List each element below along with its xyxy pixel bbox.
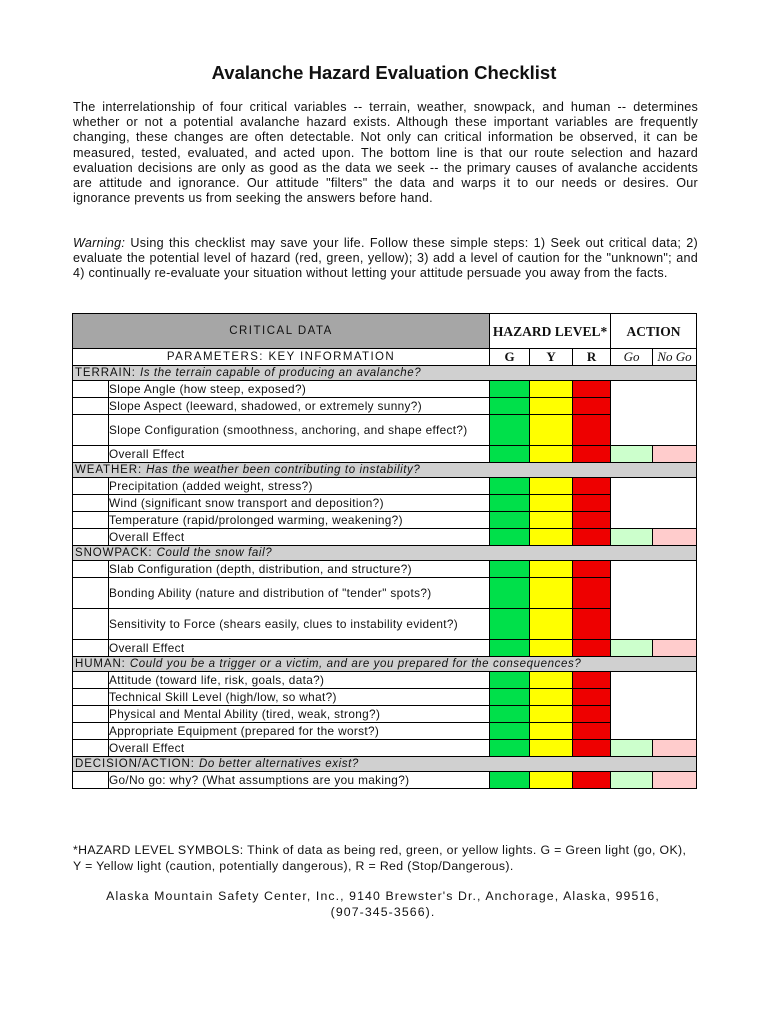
yellow-cell[interactable] [530, 398, 573, 415]
checklist-row [73, 512, 697, 529]
row-indent [73, 446, 109, 463]
checklist-row [73, 398, 697, 415]
red-cell[interactable] [573, 495, 611, 512]
hazard-level-header: HAZARD LEVEL* [490, 314, 611, 349]
red-cell[interactable] [573, 415, 611, 446]
row-indent [73, 689, 109, 706]
checklist-table [72, 313, 697, 789]
row-indent [73, 723, 109, 740]
yellow-cell[interactable] [530, 640, 573, 657]
red-cell[interactable] [573, 706, 611, 723]
level-g-header: G [490, 349, 530, 366]
parameter-label: Slope Configuration (smoothness, anchoring, and shape effect?) [109, 415, 490, 446]
section-header [73, 757, 697, 772]
section-name: SNOWPACK: [75, 547, 153, 559]
row-indent [73, 609, 109, 640]
level-r-header: R [573, 349, 611, 366]
row-indent [73, 415, 109, 446]
green-cell[interactable] [490, 640, 530, 657]
warning-paragraph [73, 236, 698, 282]
red-cell[interactable] [573, 478, 611, 495]
parameter-label: Sensitivity to Force (shears easily, clues to instability evident?) [109, 609, 490, 640]
section-row [73, 463, 697, 478]
address-line: Alaska Mountain Safety Center, Inc., 9140 Brewster's Dr., Anchorage, Alaska, 99516, [106, 889, 660, 903]
intro-paragraph: The interrelationship of four critical variables -- terrain, weather, snowpack, and human -- determines whether or not a potential avalanche hazard exists. Although these important variables are frequently changing, these changes are often detectable. Not only can critical information be observed, it can be measured, tested, evaluated, and acted upon. The bottom line is that our route selection and hazard evaluation decisions are only as good as the data we seek -- the primary causes of avalanche accidents are attitude and ignorance. Our attitude "filters" the data and warps it to our needs or desires. Our ignorance prevents us from seeking the answers before hand. [73, 100, 698, 206]
yellow-cell[interactable] [530, 723, 573, 740]
green-cell[interactable] [490, 772, 530, 789]
red-cell[interactable] [573, 740, 611, 757]
row-indent [73, 478, 109, 495]
no-go-cell[interactable] [653, 529, 697, 546]
section-row [73, 366, 697, 381]
section-header [73, 546, 697, 561]
yellow-cell[interactable] [530, 512, 573, 529]
parameter-label: Appropriate Equipment (prepared for the worst?) [109, 723, 490, 740]
row-indent [73, 772, 109, 789]
yellow-cell[interactable] [530, 478, 573, 495]
green-cell[interactable] [490, 672, 530, 689]
row-indent [73, 561, 109, 578]
section-row [73, 546, 697, 561]
checklist-row [73, 689, 697, 706]
green-cell[interactable] [490, 706, 530, 723]
green-cell[interactable] [490, 415, 530, 446]
green-cell[interactable] [490, 529, 530, 546]
green-cell[interactable] [490, 478, 530, 495]
section-question: Do better alternatives exist? [198, 758, 359, 770]
checklist-row [73, 381, 697, 398]
section-header [73, 463, 697, 478]
yellow-cell[interactable] [530, 415, 573, 446]
row-indent [73, 706, 109, 723]
parameter-label: Overall Effect [109, 740, 490, 757]
checklist-row [73, 561, 697, 578]
row-indent [73, 672, 109, 689]
red-cell[interactable] [573, 723, 611, 740]
checklist-row [73, 609, 697, 640]
green-cell[interactable] [490, 561, 530, 578]
yellow-cell[interactable] [530, 561, 573, 578]
action-header: ACTION [611, 314, 697, 349]
yellow-cell[interactable] [530, 495, 573, 512]
checklist-row [73, 578, 697, 609]
action-blank-area [611, 381, 697, 446]
no-go-cell[interactable] [653, 772, 697, 789]
red-cell[interactable] [573, 398, 611, 415]
no-go-cell[interactable] [653, 640, 697, 657]
parameter-label: Overall Effect [109, 529, 490, 546]
go-cell[interactable] [611, 640, 653, 657]
parameter-label: Physical and Mental Ability (tired, weak, strong?) [109, 706, 490, 723]
row-indent [73, 529, 109, 546]
no-go-cell[interactable] [653, 740, 697, 757]
address-block [73, 889, 693, 920]
action-blank-area [611, 478, 697, 529]
section-header [73, 366, 697, 381]
parameter-label: Slope Angle (how steep, exposed?) [109, 381, 490, 398]
checklist-row [73, 706, 697, 723]
section-row [73, 657, 697, 672]
checklist-row [73, 672, 697, 689]
green-cell[interactable] [490, 609, 530, 640]
yellow-cell[interactable] [530, 578, 573, 609]
section-question: Is the terrain capable of producing an avalanche? [139, 367, 422, 379]
red-cell[interactable] [573, 561, 611, 578]
go-cell[interactable] [611, 740, 653, 757]
page-title: Avalanche Hazard Evaluation Checklist [211, 62, 557, 83]
parameter-label: Slope Aspect (leeward, shadowed, or extremely sunny?) [109, 398, 490, 415]
section-question: Could the snow fail? [156, 547, 273, 559]
red-cell[interactable] [573, 609, 611, 640]
red-cell[interactable] [573, 672, 611, 689]
green-cell[interactable] [490, 446, 530, 463]
row-indent [73, 578, 109, 609]
phone-line: (907-345-3566). [330, 904, 436, 919]
yellow-cell[interactable] [530, 689, 573, 706]
row-indent [73, 740, 109, 757]
checklist-row [73, 446, 697, 463]
red-cell[interactable] [573, 578, 611, 609]
section-question: Could you be a trigger or a victim, and are you prepared for the consequences? [129, 658, 582, 670]
action-blank-area [611, 561, 697, 640]
section-header [73, 657, 697, 672]
go-cell[interactable] [611, 529, 653, 546]
red-cell[interactable] [573, 446, 611, 463]
yellow-cell[interactable] [530, 772, 573, 789]
parameter-label: Wind (significant snow transport and deposition?) [109, 495, 490, 512]
yellow-cell[interactable] [530, 740, 573, 757]
red-cell[interactable] [573, 640, 611, 657]
green-cell[interactable] [490, 740, 530, 757]
checklist-row [73, 772, 697, 789]
no-go-cell[interactable] [653, 446, 697, 463]
green-cell[interactable] [490, 398, 530, 415]
checklist-row [73, 723, 697, 740]
red-cell[interactable] [573, 381, 611, 398]
section-name: DECISION/ACTION: [75, 758, 195, 770]
green-cell[interactable] [490, 381, 530, 398]
row-indent [73, 398, 109, 415]
action-blank-area [611, 672, 697, 740]
parameter-label: Temperature (rapid/prolonged warming, weakening?) [109, 512, 490, 529]
parameter-label: Attitude (toward life, risk, goals, data?) [109, 672, 490, 689]
action-nogo-header: No Go [653, 349, 697, 366]
parameter-label: Slab Configuration (depth, distribution, and structure?) [109, 561, 490, 578]
row-indent [73, 495, 109, 512]
parameters-header: PARAMETERS: KEY INFORMATION [73, 349, 490, 366]
green-cell[interactable] [490, 689, 530, 706]
warning-label: Warning: [73, 236, 126, 250]
yellow-cell[interactable] [530, 672, 573, 689]
action-go-header: Go [611, 349, 653, 366]
parameter-label: Technical Skill Level (high/low, so what?) [109, 689, 490, 706]
yellow-cell[interactable] [530, 706, 573, 723]
checklist-row [73, 495, 697, 512]
yellow-cell[interactable] [530, 529, 573, 546]
parameter-label: Overall Effect [109, 446, 490, 463]
yellow-cell[interactable] [530, 446, 573, 463]
row-indent [73, 381, 109, 398]
row-indent [73, 512, 109, 529]
checklist-row [73, 529, 697, 546]
green-cell[interactable] [490, 723, 530, 740]
checklist-row [73, 478, 697, 495]
go-cell[interactable] [611, 446, 653, 463]
section-name: HUMAN: [75, 658, 126, 670]
checklist-row [73, 415, 697, 446]
yellow-cell[interactable] [530, 609, 573, 640]
critical-data-header: CRITICAL DATA [73, 314, 490, 349]
green-cell[interactable] [490, 578, 530, 609]
section-question: Has the weather been contributing to instability? [146, 464, 421, 476]
section-name: WEATHER: [75, 464, 143, 476]
section-row [73, 757, 697, 772]
warning-text: Using this checklist may save your life. Follow these simple steps: 1) Seek out critical data; 2) evaluate the potential level of hazard (red, green, yellow); 3) add a level of caution for the "unknown"; and 4) continually re-evaluate your situation without letting your attitude persuade you away from the facts. [73, 236, 698, 281]
level-y-header: Y [530, 349, 573, 366]
green-cell[interactable] [490, 495, 530, 512]
hazard-symbols-footnote: *HAZARD LEVEL SYMBOLS: Think of data as being red, green, or yellow lights. G = Green light (go, OK), Y = Yellow light (caution, potentially dangerous), R = Red (Stop/Dangerous). [73, 843, 687, 873]
section-name: TERRAIN: [75, 367, 136, 379]
red-cell[interactable] [573, 772, 611, 789]
yellow-cell[interactable] [530, 381, 573, 398]
checklist-row [73, 640, 697, 657]
parameter-label: Overall Effect [109, 640, 490, 657]
green-cell[interactable] [490, 512, 530, 529]
red-cell[interactable] [573, 689, 611, 706]
parameter-label: Bonding Ability (nature and distribution of "tender" spots?) [109, 578, 490, 609]
red-cell[interactable] [573, 512, 611, 529]
go-cell[interactable] [611, 772, 653, 789]
checklist-row [73, 740, 697, 757]
parameter-label: Precipitation (added weight, stress?) [109, 478, 490, 495]
parameter-label: Go/No go: why? (What assumptions are you making?) [109, 772, 490, 789]
red-cell[interactable] [573, 529, 611, 546]
row-indent [73, 640, 109, 657]
